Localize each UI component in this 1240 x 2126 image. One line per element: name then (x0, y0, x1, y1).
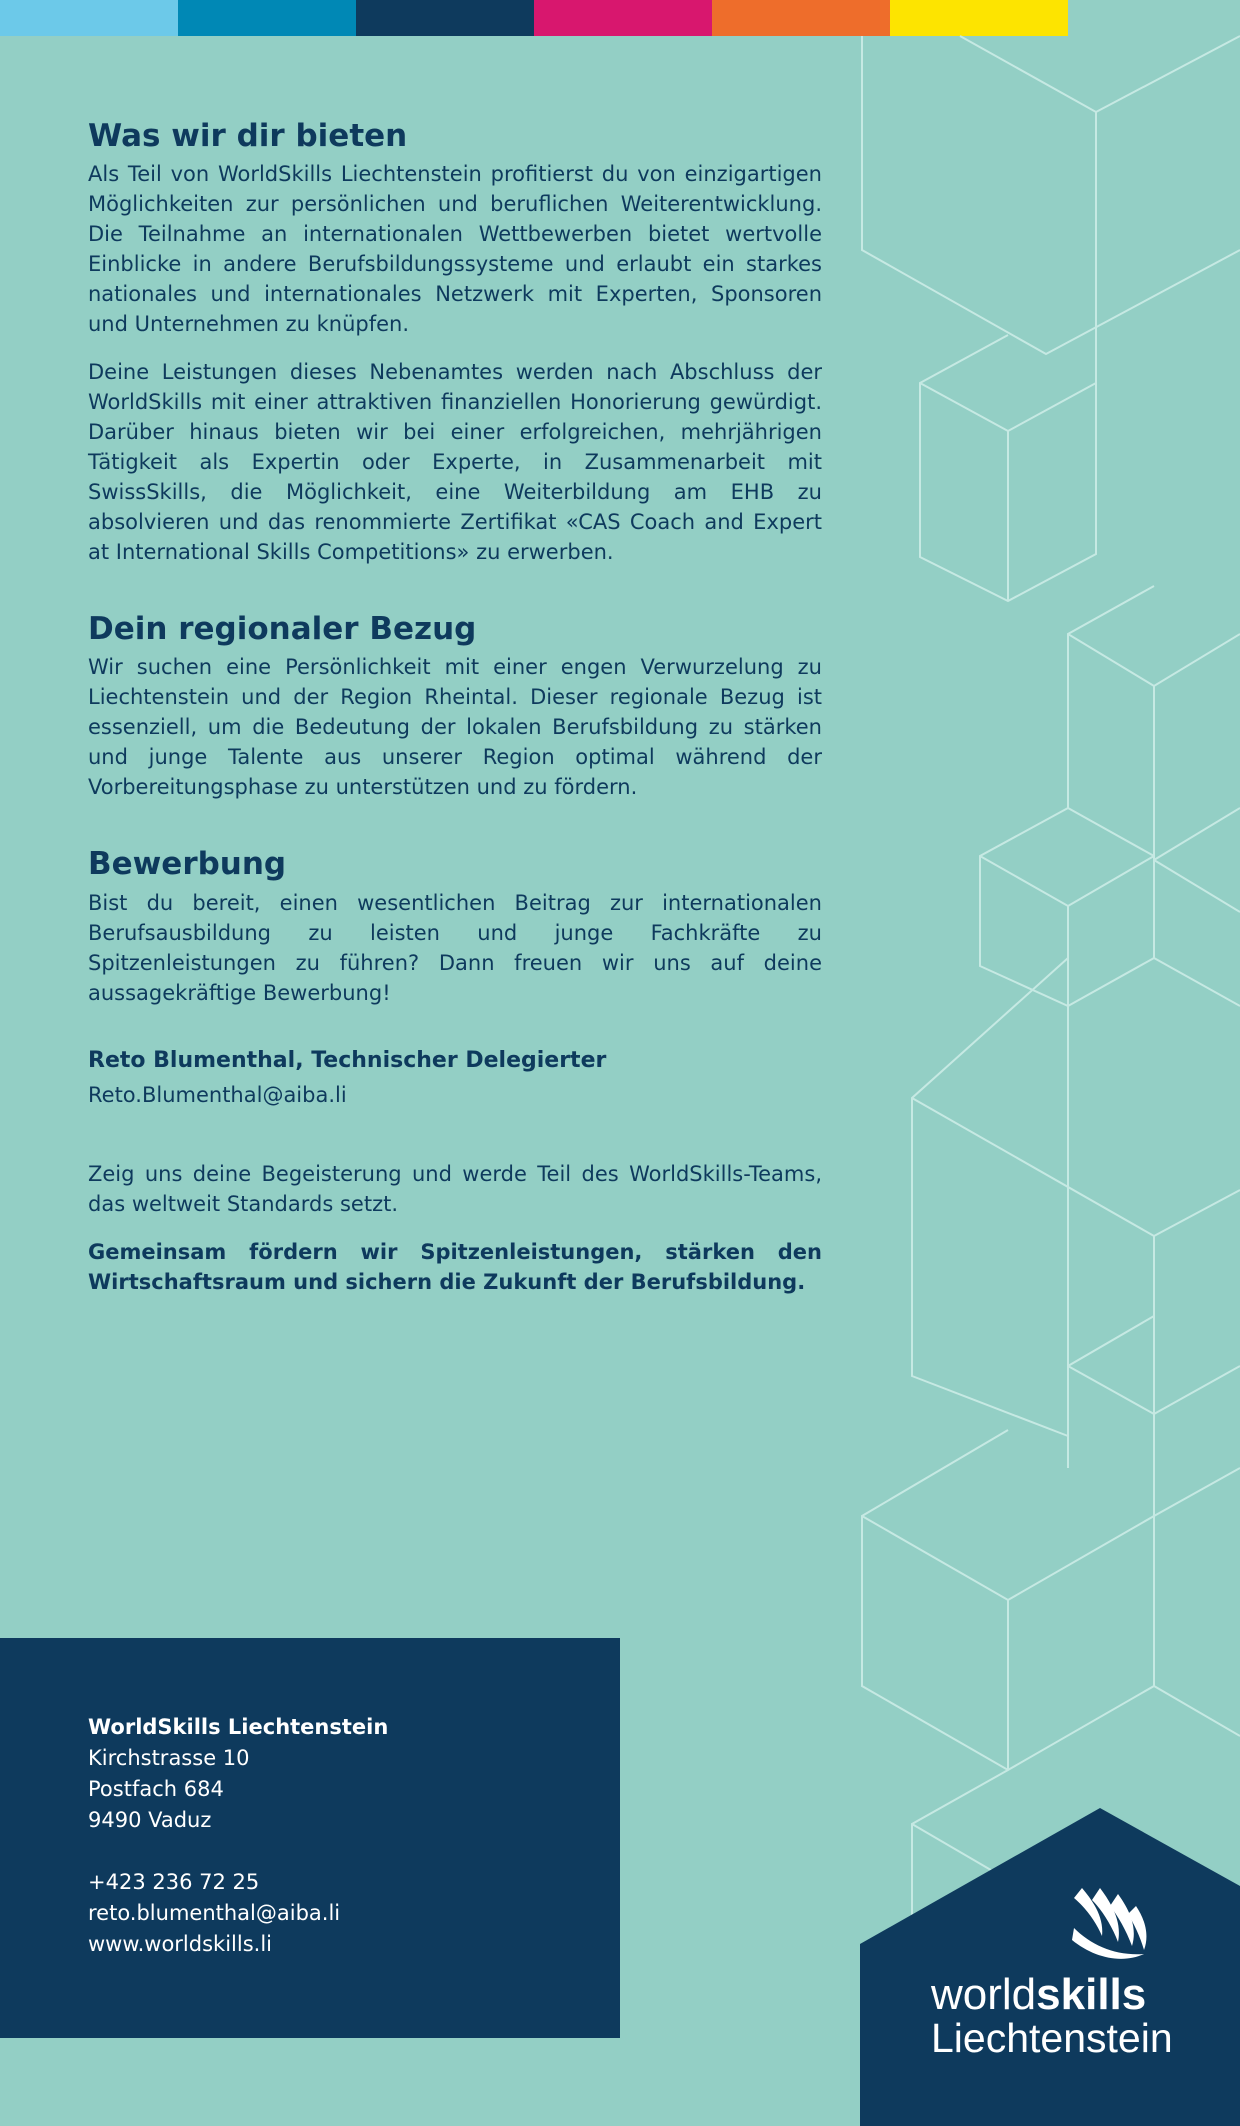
logo-word-bold: skills (1036, 1970, 1147, 2019)
application-paragraph: Bist du bereit, einen wesentlichen Beitrag zur internationalen Berufsausbildung zu leisten und junge Fachkräfte zu Spitzenleistungen zu führen? Dann freuen wir uns auf deine aussagekräftige Bewerbung! (88, 890, 822, 1005)
contact-name: Reto Blumenthal, Technischer Delegierter (88, 1047, 607, 1073)
footer-address-box (0, 1638, 620, 2038)
closing-paragraph: Zeig uns deine Begeisterung und werde Teil des WorldSkills-Teams, das weltweit Standards setzt. (88, 1161, 822, 1216)
footer-email-link[interactable]: reto.blumenthal@aiba.li (88, 1901, 341, 1925)
footer-street: Kirchstrasse 10 (88, 1746, 250, 1770)
color-swatch-yellow (890, 0, 1068, 36)
color-swatch-magenta (534, 0, 712, 36)
closing-bold-paragraph: Gemeinsam fördern wir Spitzenleistungen, stärken den Wirtschaftsraum und sichern die Zukunft der Berufsbildung. (88, 1239, 822, 1294)
contact-email-link[interactable]: Reto.Blumenthal@aiba.li (88, 1082, 347, 1107)
offer-paragraph-1: Als Teil von WorldSkills Liechtenstein profitierst du von einzigartigen Möglichkeiten zur persönlichen und beruflichen Weiterentwicklung. Die Teilnahme an internationalen Wettbewerben bietet wertvolle Einblicke in andere Berufsbildungssysteme und erlaubt ein starkes nationales und internationales Netzwerk mit Experten, Sponsoren und Unternehmen zu knüpfen. (88, 162, 822, 337)
section-title-application: Bewerbung (88, 846, 287, 883)
section-title-offer: Was wir dir bieten (88, 118, 408, 154)
logo-word-light: world (931, 1970, 1037, 2019)
logo-country: Liechtenstein (931, 2015, 1173, 2061)
color-swatch-light-blue (0, 0, 178, 36)
color-swatch-blue (178, 0, 356, 36)
section-title-regional: Dein regionaler Bezug (88, 611, 477, 648)
footer-city: 9490 Vaduz (88, 1808, 212, 1832)
regional-paragraph: Wir suchen eine Persönlichkeit mit einer engen Verwurzelung zu Liechtenstein und der Region Rheintal. Dieser regionale Bezug ist essenziell, um die Bedeutung der lokalen Berufsbildung zu stärken und junge Talente aus unserer Region optimal während der Vorbereitungsphase zu unterstützen und zu fördern. (88, 655, 822, 800)
footer-postbox: Postfach 684 (88, 1777, 224, 1801)
footer-phone[interactable]: +423 236 72 25 (88, 1870, 260, 1894)
brand-color-strip (0, 0, 1068, 36)
logo-wordmark (930, 1970, 1146, 2019)
footer-org-name: WorldSkills Liechtenstein (88, 1715, 389, 1739)
color-swatch-navy (356, 0, 534, 36)
color-swatch-orange (712, 0, 890, 36)
main-content (88, 118, 822, 1297)
footer-website-link[interactable]: www.worldskills.li (88, 1932, 272, 1956)
offer-paragraph-2: Deine Leistungen dieses Nebenamtes werden nach Abschluss der WorldSkills mit einer attraktiven finanziellen Honorierung gewürdigt. Darüber hinaus bieten wir bei einer erfolgreichen, mehrjährigen Tätigkeit als Expertin oder Experte, in Zusammenarbeit mit SwissSkills, die Möglichkeit, eine Weiterbildung am EHB zu absolvieren und das renommierte Zertifikat «CAS Coach and Expert at International Skills Competitions» zu erwerben. (88, 360, 822, 565)
worldskills-logo (860, 1808, 1240, 2126)
